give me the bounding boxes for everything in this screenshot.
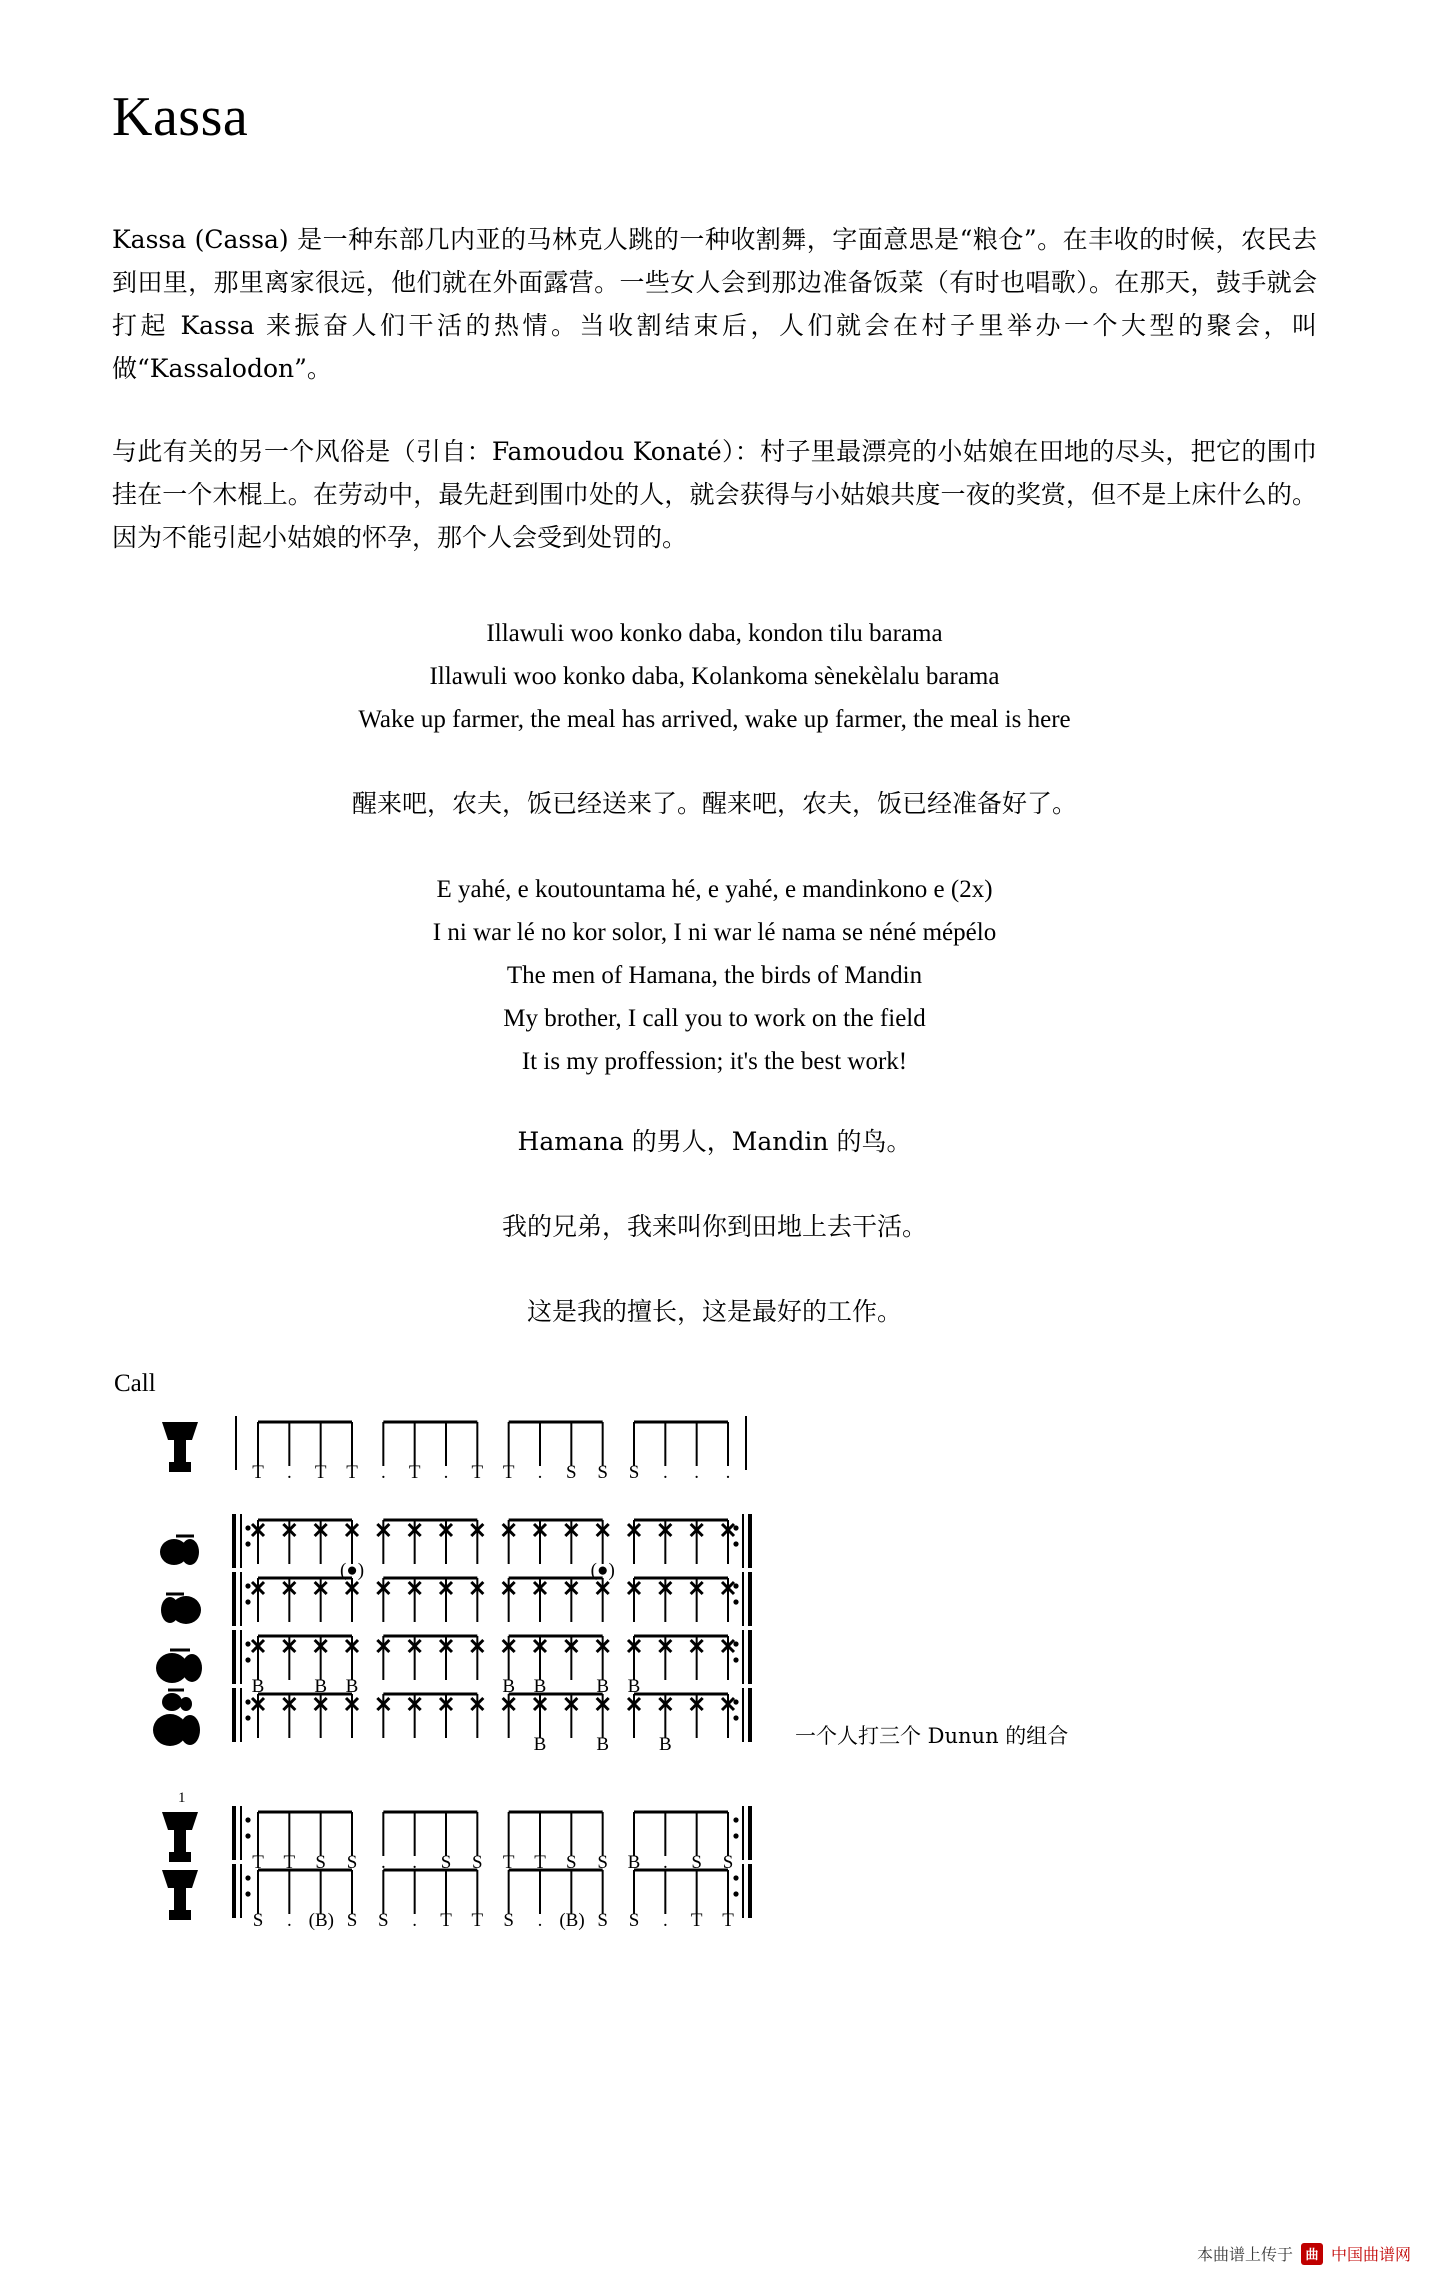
stroke-row (232, 1734, 752, 1760)
lyrics-verse-2 (112, 868, 1317, 1083)
stroke-symbol: . (662, 1852, 668, 1873)
stroke-symbol: B (251, 1676, 265, 1697)
dunun-stack-icon (140, 1680, 220, 1756)
lyric-line: My brother, I call you to work on the field (503, 1005, 926, 1032)
paragraph-custom (112, 430, 1317, 559)
stroke-symbol: T (502, 1852, 515, 1873)
stave-dunun-set (0, 1672, 1429, 1764)
stroke-symbol: . (412, 1910, 418, 1931)
stroke-symbol: T (346, 1462, 358, 1483)
lyric-line: Hamana 的男人，Mandin 的鸟。 (517, 1127, 912, 1156)
stroke-symbol: S (722, 1852, 734, 1873)
stroke-symbol: B (533, 1734, 547, 1755)
stroke-symbol: S (597, 1852, 608, 1873)
stroke-symbol: T (502, 1462, 515, 1483)
stave-djembe-2 (0, 1848, 1429, 1940)
stroke-symbol: S (597, 1910, 608, 1931)
stroke-symbol: . (380, 1462, 386, 1483)
stroke-symbol: B (345, 1676, 359, 1697)
lyric-line: 这是我的擅长，这是最好的工作。 (526, 1297, 902, 1326)
dunun-combination-note: 一个人打三个 Dunun 的组合 (795, 1724, 1069, 1748)
stroke-symbol: S (252, 1910, 264, 1931)
lyric-line: It is my proffession; it's the best work! (521, 1048, 908, 1075)
stroke-symbol: . (537, 1910, 543, 1931)
brand-logo-icon: 曲 (1301, 2243, 1323, 2265)
lyrics-verse-2-chinese-2 (112, 1205, 1317, 1248)
stroke-symbol: S (346, 1910, 358, 1931)
stroke-symbol: S (566, 1852, 577, 1873)
stroke-symbol: S (566, 1462, 577, 1483)
stroke-symbol: S (628, 1910, 640, 1931)
stroke-symbol: S (472, 1852, 483, 1873)
stroke-symbol: . (412, 1852, 418, 1873)
stroke-symbol: T (690, 1910, 703, 1931)
footer-note: 本曲谱上传于 (1196, 2245, 1293, 2264)
stroke-symbol: . (662, 1462, 668, 1483)
ending-number: 1 (178, 1790, 186, 1806)
stroke-symbol: T (314, 1462, 327, 1483)
stroke-symbol: . (662, 1910, 668, 1931)
stroke-symbol: . (725, 1462, 731, 1483)
stroke-symbol: S (628, 1462, 640, 1483)
lyric-line: Illawuli woo konko daba, Kolankoma sènekèlalu barama (429, 663, 1000, 690)
stroke-symbol: B (658, 1734, 672, 1755)
stroke-symbol: . (537, 1462, 543, 1483)
stroke-symbol: T (252, 1462, 264, 1483)
lyric-line: 我的兄弟，我来叫你到田地上去干活。 (501, 1212, 927, 1241)
stroke-symbol: T (440, 1910, 452, 1931)
stroke-symbol: (B) (308, 1910, 334, 1931)
lyric-line: E yahé, e koutountama hé, e yahé, e mandinkono e (2x) (436, 876, 993, 903)
djembe-icon (140, 1408, 220, 1484)
stroke-symbol: (●) (340, 1560, 365, 1581)
stroke-symbol: S (346, 1852, 358, 1873)
stroke-symbol: S (691, 1852, 702, 1873)
stroke-symbol: T (408, 1462, 421, 1483)
stroke-symbol: B (627, 1852, 641, 1873)
stroke-symbol: B (627, 1676, 641, 1697)
djembe-icon (140, 1856, 220, 1932)
stroke-symbol: B (533, 1676, 547, 1697)
stroke-symbol: B (314, 1676, 327, 1697)
stroke-symbol: T (534, 1852, 546, 1873)
lyrics-verse-1-chinese (112, 782, 1317, 825)
lyric-line: 醒来吧，农夫，饭已经送来了。醒来吧，农夫，饭已经准备好了。 (351, 789, 1077, 818)
stroke-row (232, 1462, 752, 1488)
stroke-symbol: S (503, 1910, 514, 1931)
stroke-symbol: T (252, 1852, 264, 1873)
call-label: Call (114, 1370, 156, 1397)
lyric-line: Illawuli woo konko daba, kondon tilu barama (486, 620, 943, 647)
stroke-symbol: . (694, 1462, 700, 1483)
paragraph-intro (112, 218, 1317, 390)
lyrics-verse-2-chinese-3 (112, 1290, 1317, 1333)
stroke-symbol: T (283, 1852, 296, 1873)
footer-credit (1197, 2242, 1411, 2265)
stave-call (0, 1400, 1429, 1492)
stroke-symbol: (B) (559, 1910, 585, 1931)
stroke-row (232, 1910, 752, 1936)
page-title: Kassa (112, 85, 249, 148)
lyrics-verse-1 (112, 612, 1317, 741)
ending-number: 2 (178, 1848, 186, 1864)
lyric-line: The men of Hamana, the birds of Mandin (506, 962, 923, 989)
stroke-symbol: S (315, 1852, 326, 1873)
stroke-symbol: B (596, 1734, 609, 1755)
stroke-symbol: S (440, 1852, 452, 1873)
stroke-symbol: B (596, 1676, 609, 1697)
lyrics-verse-2-chinese-1 (112, 1120, 1317, 1163)
paragraph-intro-text: Kassa (Cassa) 是一种东部几内亚的马林克人跳的一种收割舞，字面意思是“粮仓”。在丰收的时候，农民去到田里，那里离家很远，他们就在外面露营。一些女人会到那边准备饭菜（有时也唱歌）。在那天，鼓手就会打起 Kassa 来振奋人们干活的热情。当收割结束后，人们就会在村子里举办一个大型的聚会，叫做“Kassalodon”。 (112, 225, 1317, 383)
stroke-symbol: . (380, 1852, 386, 1873)
stroke-symbol: T (471, 1462, 484, 1483)
stroke-symbol: . (443, 1462, 449, 1483)
stroke-symbol: S (597, 1462, 608, 1483)
paragraph-custom-text: 与此有关的另一个风俗是（引自：Famoudou Konaté）：村子里最漂亮的小姑娘在田地的尽头，把它的围巾挂在一个木棍上。在劳动中，最先赶到围巾处的人，就会获得与小姑娘共度一夜的奖赏，但不是上床什么的。因为不能引起小姑娘的怀孕，那个人会受到处罚的。 (112, 437, 1317, 552)
stroke-symbol: . (286, 1462, 292, 1483)
stroke-symbol: T (722, 1910, 734, 1931)
stroke-symbol: . (286, 1910, 292, 1931)
stroke-symbol: (●) (590, 1560, 615, 1581)
brand-name: 中国曲谱网 (1330, 2245, 1411, 2264)
stroke-symbol: T (471, 1910, 484, 1931)
lyric-line: I ni war lé no kor solor, I ni war lé nama se néné mépélo (432, 919, 997, 946)
lyric-line: Wake up farmer, the meal has arrived, wake up farmer, the meal is here (358, 706, 1071, 733)
stroke-symbol: S (378, 1910, 389, 1931)
stroke-symbol: B (502, 1676, 515, 1697)
